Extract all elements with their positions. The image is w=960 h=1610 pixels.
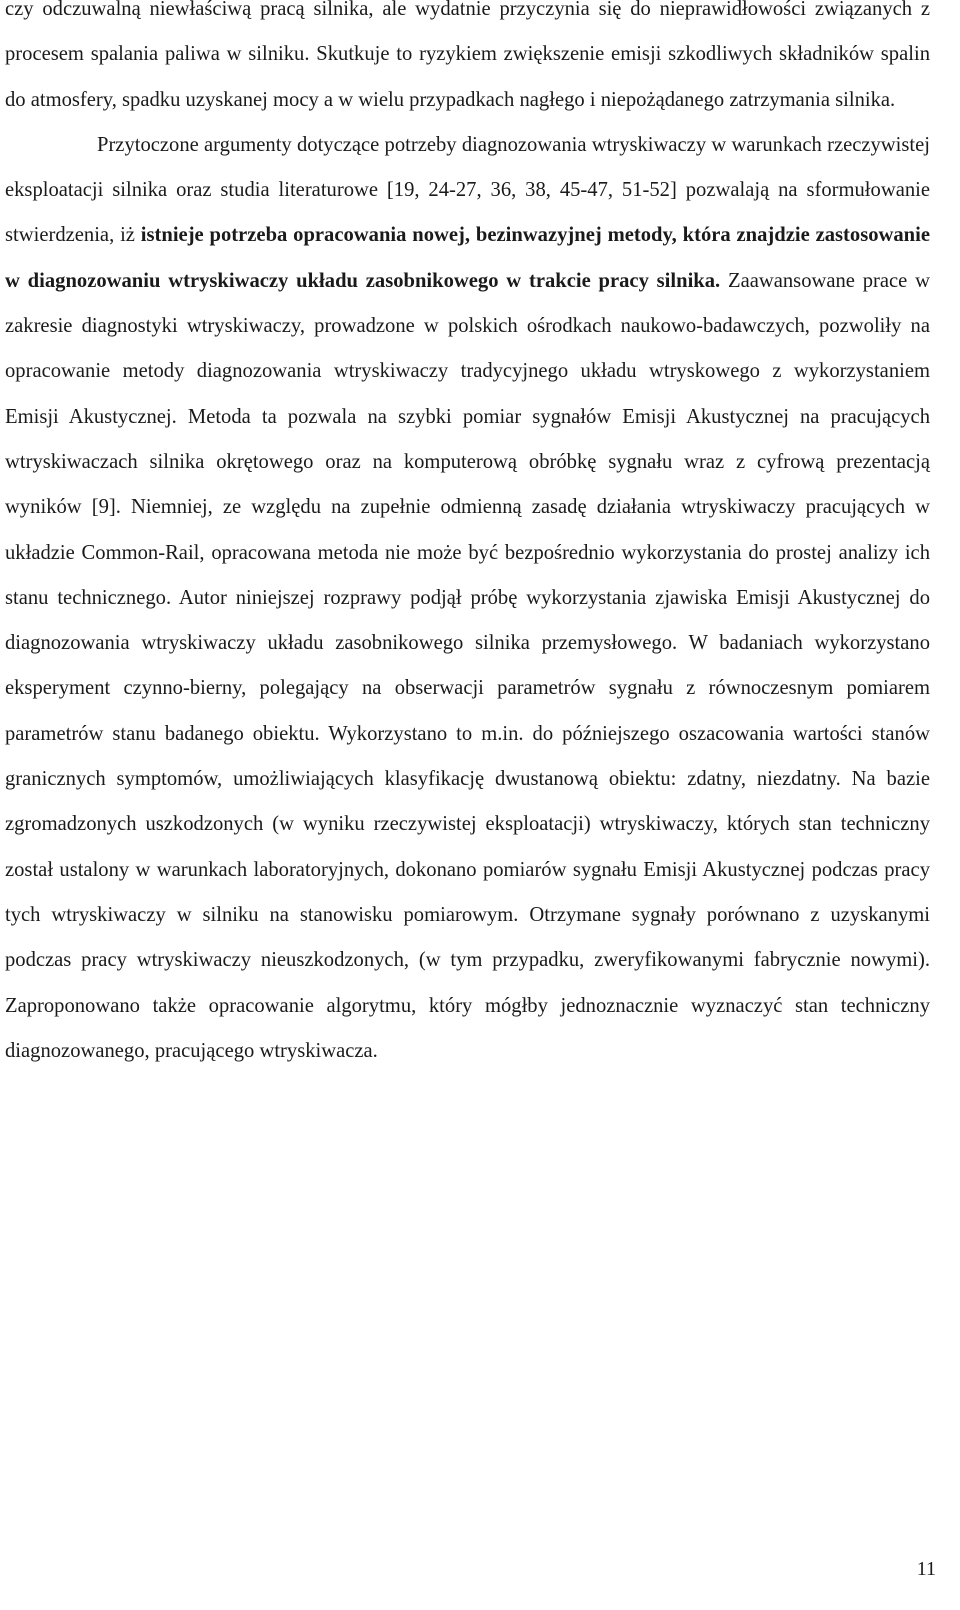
- paragraph-thesis: [5, 123, 930, 1074]
- paragraph-2-rest: Zaawansowane prace w zakresie diagnostyki wtryskiwaczy, prowadzone w polskich ośrodkach naukowo-badawczych, pozwoliły na opracowanie metody diagnozowania wtryskiwaczy tradycyjnego układu wtryskowego z wykorzystaniem Emisji Akustycznej. Metoda ta pozwala na szybki pomiar sygnałów Emisji Akustycznej na pracujących wtryskiwaczach silnika okrętowego oraz na komputerową obróbkę sygnału wraz z cyfrową prezentacją wyników [9]. Niemniej, ze względu na zupełnie odmienną zasadę działania wtryskiwaczy pracujących w układzie Common-Rail, opracowana metoda nie może być bezpośrednio wykorzystania do prostej analizy ich stanu technicznego. Autor niniejszej rozprawy podjął próbę wykorzystania zjawiska Emisji Akustycznej do diagnozowania wtryskiwaczy układu zasobnikowego silnika przemysłowego. W badaniach wykorzystano eksperyment czynno-bierny, polegający na obserwacji parametrów sygnału z równoczesnym pomiarem parametrów stanu badanego obiektu. Wykorzystano to m.in. do późniejszego oszacowania wartości stanów granicznych symptomów, umożliwiających klasyfikację dwustanową obiektu: zdatny, niezdatny. Na bazie zgromadzonych uszkodzonych (w wyniku rzeczywistej eksploatacji) wtryskiwaczy, których stan techniczny został ustalony w warunkach laboratoryjnych, dokonano pomiarów sygnału Emisji Akustycznej podczas pracy tych wtryskiwaczy w silniku na stanowisku pomiarowym. Otrzymane sygnały porównano z uzyskanymi podczas pracy wtryskiwaczy nieuszkodzonych, (w tym przypadku, zweryfikowanymi fabrycznie nowymi). Zaproponowano także opracowanie algorytmu, który mógłby jednoznacznie wyznaczyć stan techniczny diagnozowanego, pracującego wtryskiwacza.: [5, 269, 930, 1062]
- thesis-statement: istnieje potrzeba opracowania nowej, bezinwazyjnej metody, która znajdzie zastosowanie w diagnozowaniu wtryskiwaczy układu zasobnikowego w trakcie pracy silnika.: [5, 224, 930, 292]
- page-number: 11: [916, 1558, 936, 1580]
- paragraph-1-text: czy odczuwalną niewłaściwą pracą silnika, ale wydatnie przyczynia się do nieprawidłowości związanych z procesem spalania paliwa w silniku. Skutkuje to ryzykiem zwiększenie emisji szkodliwych składników spalin do atmosfery, spadku uzyskanej mocy a w wielu przypadkach nagłego i niepożądanego zatrzymania silnika.: [5, 0, 930, 111]
- paragraph-continued: [5, 0, 930, 123]
- paragraph-2-lead: Przytoczone argumenty dotyczące potrzeby diagnozowania wtryskiwaczy w warunkach rzeczywistej eksploatacji silnika oraz studia literaturowe [19, 24-27, 36, 38, 45-47, 51-52] pozwalają na sformułowanie stwierdzenia, iż: [5, 133, 930, 247]
